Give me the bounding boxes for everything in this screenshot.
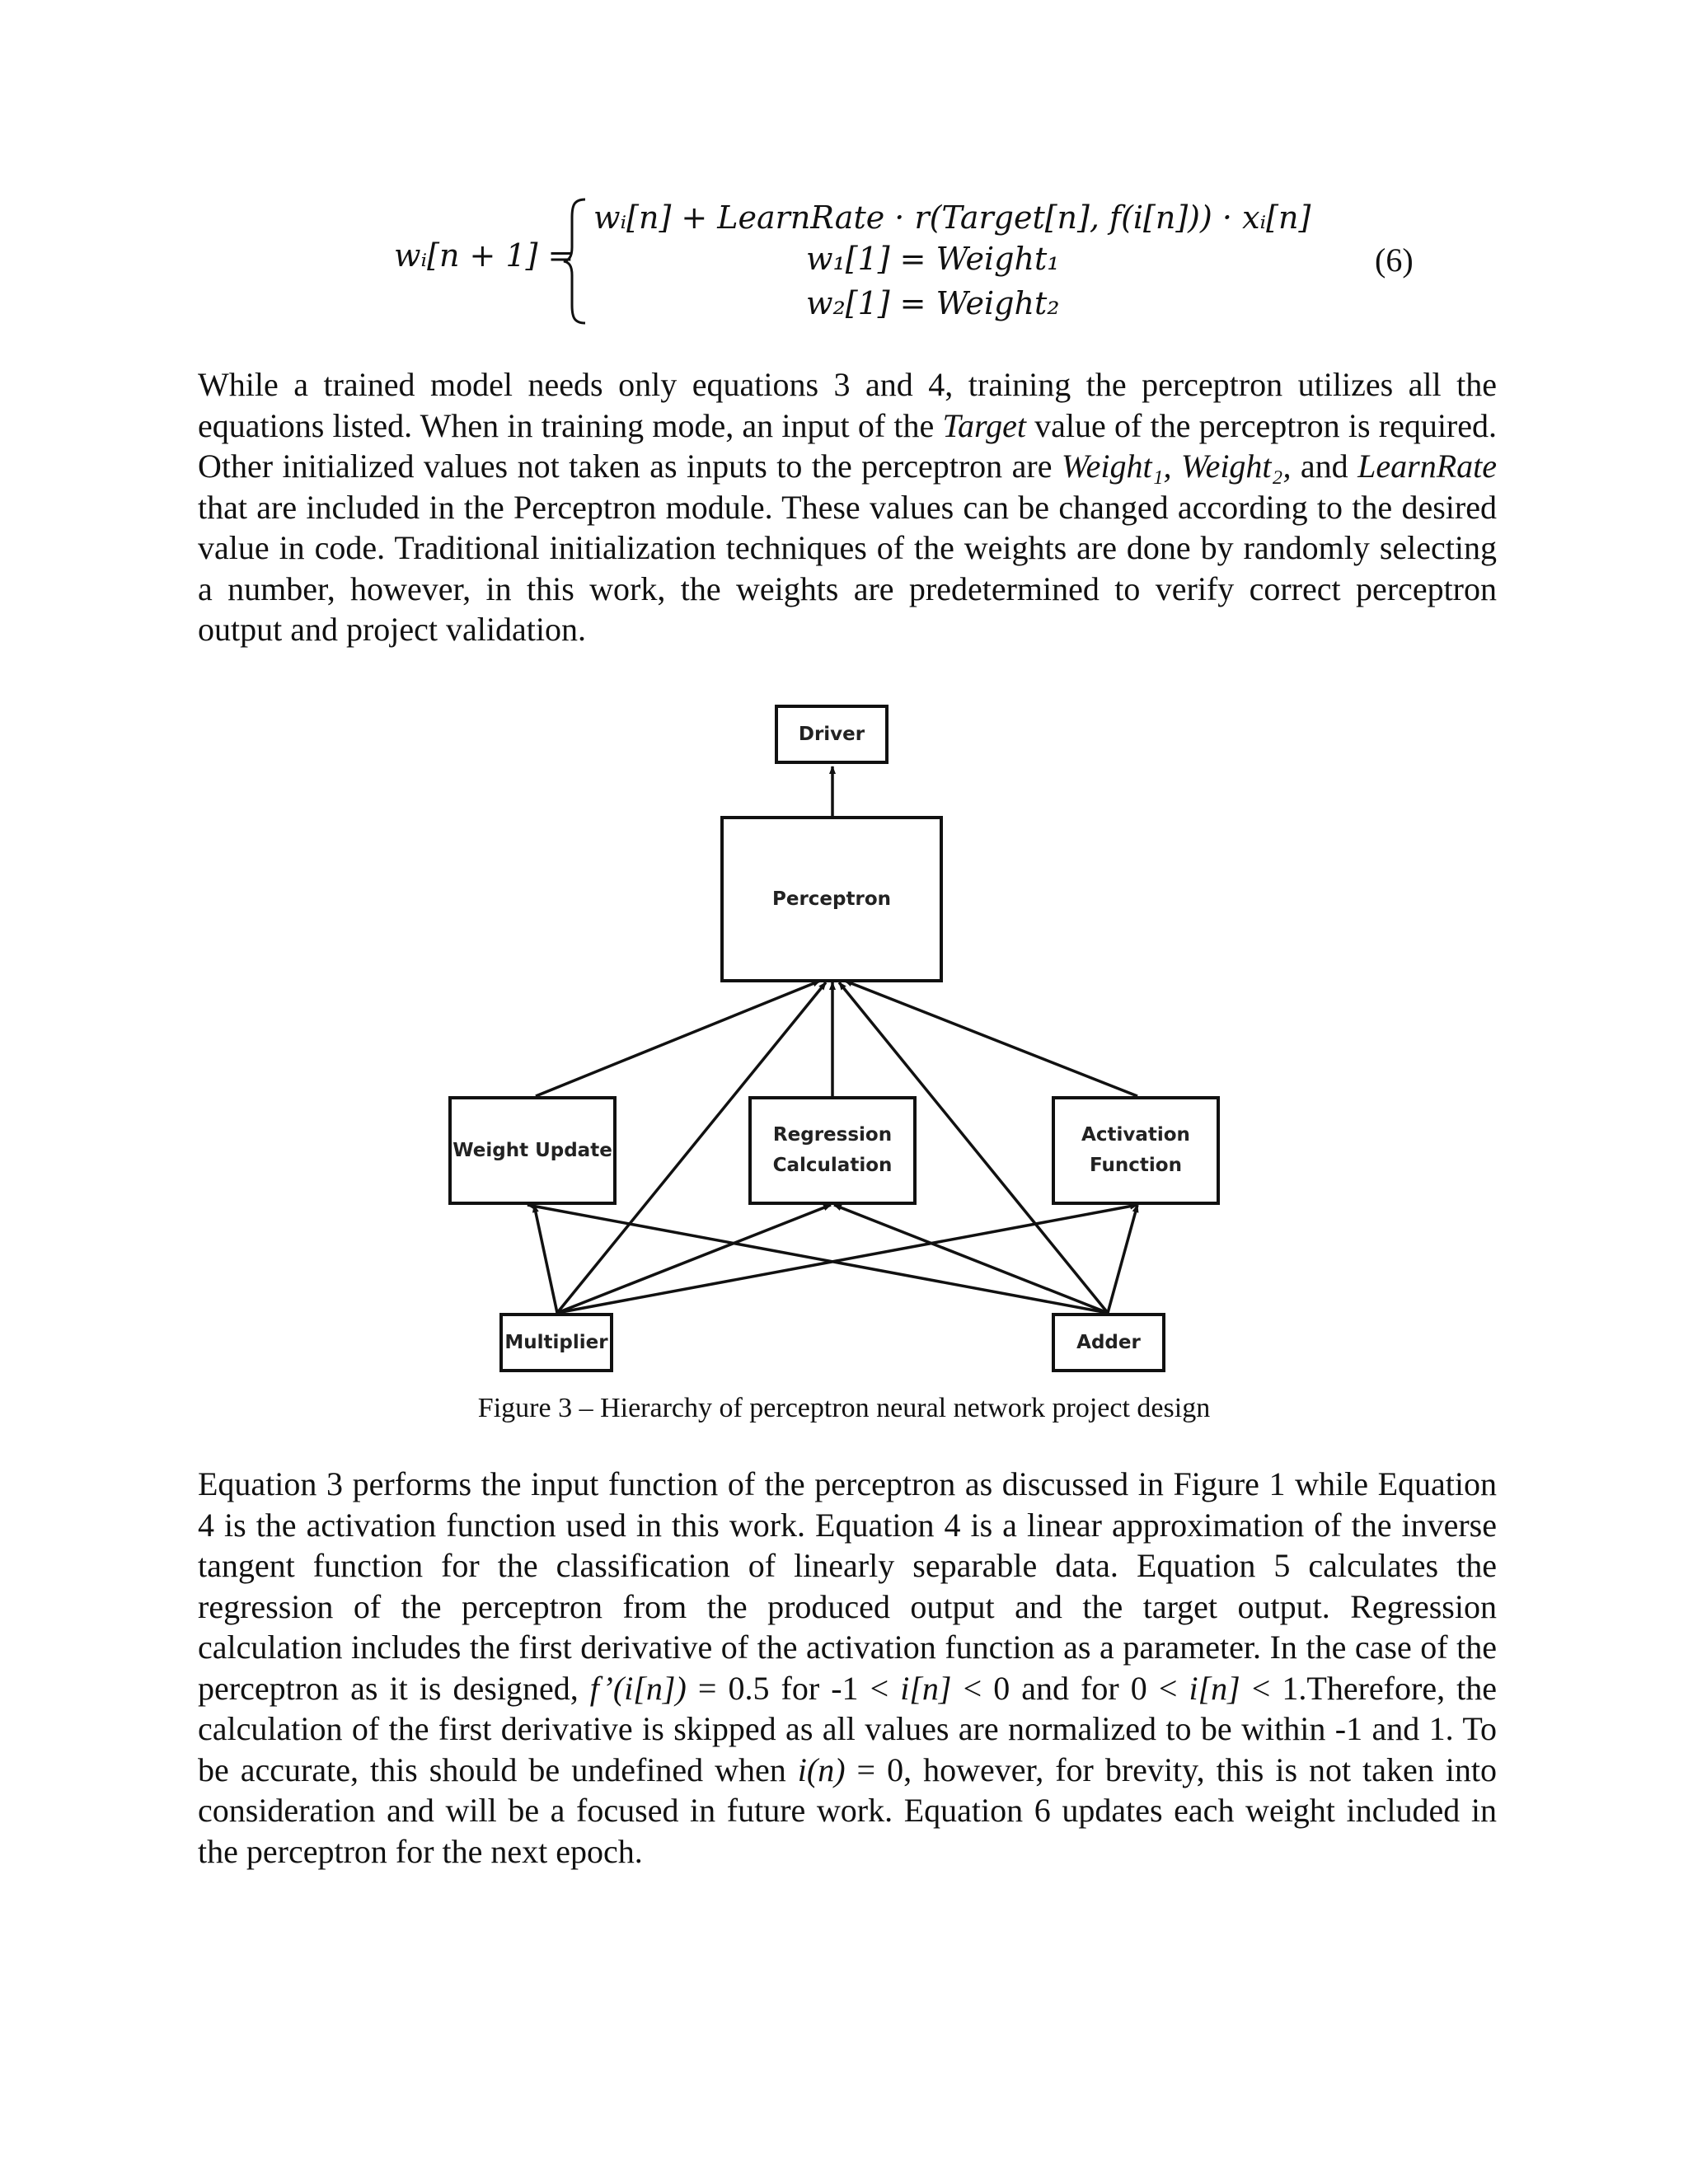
paragraph-1-text-d: that are included in the Perceptron module. These values can be changed according to the desired value in code. Traditional initialization techniques of the weights are done by randomly selecting a number, however, in this work, the weights are predetermined to verify correct perceptron output and project validation.	[198, 488, 1497, 648]
arrow-multiplier-to-activation	[557, 1205, 1137, 1313]
arrow-adder-to-activation	[1108, 1205, 1137, 1313]
arrow-multiplier-to-regression	[557, 1205, 831, 1313]
regression-calculation-box	[748, 1096, 917, 1205]
paragraph-2-italic-derivative: f’(i[n])	[589, 1669, 687, 1707]
paragraph-1-text-c: and	[1291, 448, 1358, 485]
regression-label-line-2: Calculation	[772, 1155, 893, 1176]
paragraph-2-italic-in-2: i[n]	[1189, 1669, 1240, 1707]
equation-6	[0, 190, 1688, 338]
weight-update-label: Weight Update	[452, 1139, 612, 1161]
arrow-activation-to-perceptron	[845, 981, 1137, 1096]
arrow-multiplier-to-weight-update	[534, 1205, 557, 1313]
paragraph-1-italic-target: Target	[942, 406, 1026, 444]
diagram-connectors	[0, 701, 1688, 1409]
equation-line-3: w₂[1] = Weight₂	[806, 285, 1060, 321]
arrow-adder-to-regression	[834, 1205, 1108, 1313]
paragraph-2-text-d: < 1.Therefore, the calculation of the first derivative is skipped as all values are normalized to be within -1 and 1. To be accurate, this should be undefined when	[198, 1669, 1498, 1788]
left-brace	[562, 196, 587, 326]
paragraph-2	[198, 1464, 1497, 1872]
driver-label: Driver	[798, 723, 865, 745]
activation-label-line-1: Activation	[1081, 1124, 1190, 1146]
equation-line-1: wᵢ[n] + LearnRate · r(Target[n], f(i[n])) · xᵢ[n]	[593, 199, 1311, 236]
multiplier-box	[499, 1313, 613, 1372]
paragraph-2-text-e: = 0, however, for brevity, this is not taken into consideration and will be a focused in future work. Equation 6 updates each weight included in the perceptron for the next epoch.	[198, 1750, 1498, 1870]
paragraph-1-text-a: While a trained model needs only equations 3 and 4, training the perceptron utilizes all the equations listed. When in training mode, an input of the	[198, 366, 1497, 444]
equation-line-2: w₁[1] = Weight₁	[806, 241, 1060, 277]
adder-box	[1052, 1313, 1165, 1372]
equation-number: (6)	[1375, 241, 1414, 279]
figure-caption: Figure 3 – Hierarchy of perceptron neural network project design	[477, 1393, 1211, 1423]
paragraph-2-italic-in-1: i[n]	[900, 1669, 952, 1707]
paragraph-1	[198, 364, 1497, 650]
paragraph-1-italic-learnrate: LearnRate	[1357, 448, 1497, 485]
paragraph-1-italic-weights: Weight₁, Weight₂,	[1061, 448, 1292, 485]
hierarchy-diagram	[0, 701, 1688, 1409]
adder-label: Adder	[1076, 1331, 1141, 1353]
weight-update-box	[448, 1096, 617, 1205]
perceptron-box	[720, 816, 943, 982]
activation-function-box	[1052, 1096, 1220, 1205]
paragraph-2-italic-in-paren: i(n)	[797, 1750, 846, 1788]
paragraph-1-text-b: value of the perceptron is required. Other initialized values not taken as inputs to the perceptron are	[198, 406, 1498, 485]
multiplier-label: Multiplier	[504, 1331, 608, 1353]
paragraph-2-text-a: Equation 3 performs the input function of the perceptron as discussed in Figure 1 while Equation 4 is the activation function used in this work. Equation 4 is a linear approximation of the inverse tangent function for the classification of linearly separable data. Equation 5 calculates the regression of the perceptron from the produced output and the target output. Regression calculation includes the first derivative of the activation function as a parameter. In the case of the perceptron as it is designed,	[198, 1465, 1497, 1707]
regression-label-line-1: Regression	[772, 1124, 893, 1146]
paragraph-2-text-c: < 0 and for 0 <	[951, 1669, 1189, 1707]
arrow-weight-update-to-perceptron	[536, 981, 820, 1096]
paragraph-2-text-b: = 0.5 for -1 <	[686, 1669, 901, 1707]
activation-label-line-2: Function	[1089, 1155, 1182, 1176]
perceptron-label: Perceptron	[771, 888, 891, 910]
arrow-adder-to-weight-update	[528, 1205, 1108, 1313]
equation-lhs: wᵢ[n + 1] =	[394, 237, 574, 274]
driver-box	[775, 705, 889, 764]
